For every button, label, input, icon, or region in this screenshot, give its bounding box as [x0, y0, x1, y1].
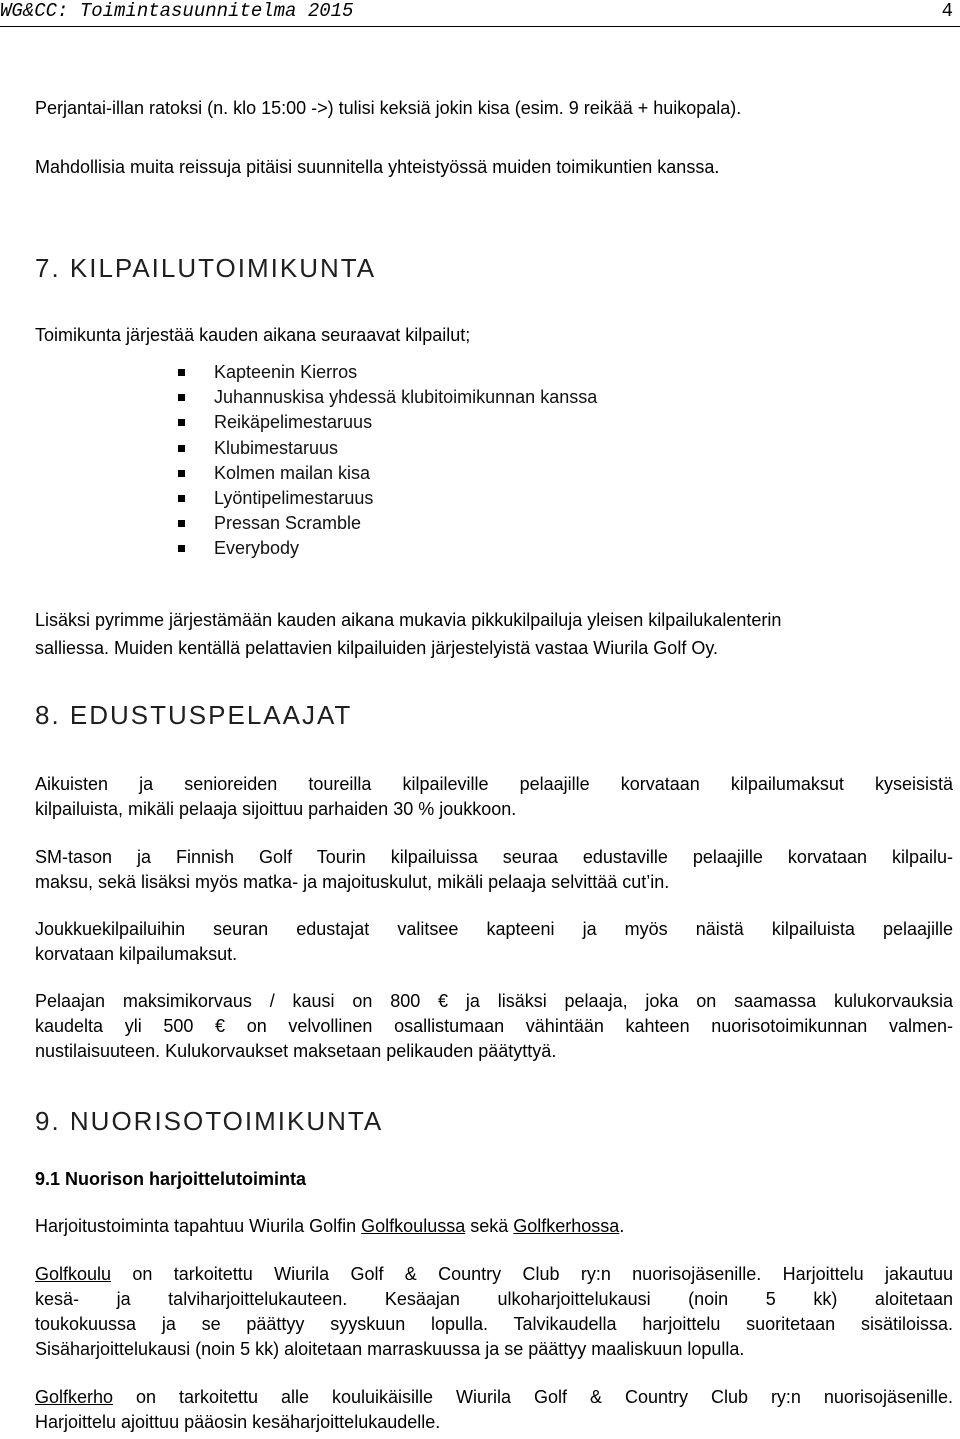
competition-list — [178, 360, 597, 562]
section-9-p2-line-3: toukokuussa ja se päättyy syyskuun lopulla. Talvikaudella harjoittelu suoritetaan sisätiloissa. — [35, 1314, 953, 1334]
section-9-p2-line-4: Sisäharjoittelukausi (noin 5 kk) aloitetaan marraskuussa ja se päättyy maaliskuun lopulla. — [35, 1339, 745, 1359]
section-9-p1: Harjoitustoiminta tapahtuu Wiurila Golfin Golfkoulussa sekä Golfkerhossa. — [35, 1216, 625, 1236]
section-7-closing-line-2: salliessa. Muiden kentällä pelattavien kilpailuiden järjestelyistä vastaa Wiurila Golf Oy. — [35, 638, 718, 658]
section-9-p2-line-2: kesä- ja talviharjoittelukauteen. Kesäajan ulkoharjoittelukausi (noin 5 kk) aloitetaan — [35, 1289, 953, 1309]
square-bullet-icon — [178, 520, 185, 527]
section-9-heading: 9. NUORISOTOIMIKUNTA — [35, 1106, 384, 1136]
square-bullet-icon — [178, 495, 185, 502]
list-item: Juhannuskisa yhdessä klubitoimikunnan kanssa — [178, 385, 597, 410]
section-8-p4-line-2: kaudelta yli 500 € on velvollinen osallistumaan vähintään kahteen nuorisotoimikunnan valmen- — [35, 1016, 953, 1036]
list-item: Kapteenin Kierros — [178, 360, 597, 385]
section-7-closing-line-1: Lisäksi pyrimme järjestämään kauden aikana mukavia pikkukilpailuja yleisen kilpailukalenterin — [35, 610, 782, 630]
square-bullet-icon — [178, 419, 185, 426]
section-8-p1-line-2: kilpailuista, mikäli pelaaja sijoittuu parhaiden 30 % joukkoon. — [35, 799, 517, 819]
section-9-1-heading: 9.1 Nuorison harjoittelutoiminta — [35, 1169, 307, 1189]
list-item: Klubimestaruus — [178, 436, 597, 461]
section-8-heading: 8. EDUSTUSPELAAJAT — [35, 700, 353, 730]
golfkerho-link[interactable]: Golfkerho — [35, 1387, 114, 1407]
list-item: Pressan Scramble — [178, 511, 597, 536]
intro-paragraph-1: Perjantai-illan ratoksi (n. klo 15:00 ->) tulisi keksiä jokin kisa (esim. 9 reikää + huikopala). — [35, 98, 742, 118]
list-item: Lyöntipelimestaruus — [178, 486, 597, 511]
section-7-lead: Toimikunta järjestää kauden aikana seuraavat kilpailut; — [35, 325, 471, 345]
section-8-p4-line-1: Pelaajan maksimikorvaus / kausi on 800 € ja lisäksi pelaaja, joka on saamassa kulukorvauksia — [35, 991, 953, 1011]
list-item: Reikäpelimestaruus — [178, 410, 597, 435]
page-number: 4 — [941, 0, 953, 22]
intro-paragraph-2: Mahdollisia muita reissuja pitäisi suunnitella yhteistyössä muiden toimikuntien kanssa. — [35, 157, 720, 177]
square-bullet-icon — [178, 445, 185, 452]
golfkoulu-link[interactable]: Golfkoulu — [35, 1264, 112, 1284]
section-8-p4-line-3: nustilaisuuteen. Kulukorvaukset maksetaan pelikauden päätyttyä. — [35, 1041, 557, 1061]
section-8-p3-line-2: korvataan kilpailumaksut. — [35, 944, 238, 964]
golfkoulussa-link[interactable]: Golfkoulussa — [361, 1216, 466, 1236]
page-header — [0, 0, 960, 27]
document-title: WG&CC: Toimintasuunnitelma 2015 — [0, 0, 354, 22]
square-bullet-icon — [178, 470, 185, 477]
section-8-p3-line-1: Joukkuekilpailuihin seuran edustajat valitsee kapteeni ja myös näistä kilpailuista pelaajille — [35, 919, 953, 939]
section-8-p2-line-1: SM-tason ja Finnish Golf Tourin kilpailuissa seuraa edustaville pelaajille korvataan kilpailu- — [35, 847, 953, 867]
section-9-p3-line-1: Golfkerho on tarkoitettu alle kouluikäisille Wiurila Golf & Country Club ry:n nuorisojäsenille. — [35, 1387, 953, 1407]
section-8-p2-line-2: maksu, sekä lisäksi myös matka- ja majoituskulut, mikäli pelaaja selvittää cut’in. — [35, 872, 670, 892]
section-7-heading: 7. KILPAILUTOIMIKUNTA — [35, 253, 377, 283]
square-bullet-icon — [178, 394, 185, 401]
section-8-p1-line-1: Aikuisten ja senioreiden toureilla kilpaileville pelaajille korvataan kilpailumaksut kyseisistä — [35, 774, 953, 794]
square-bullet-icon — [178, 369, 185, 376]
golfkerhossa-link[interactable]: Golfkerhossa — [513, 1216, 620, 1236]
list-item: Everybody — [178, 536, 597, 561]
square-bullet-icon — [178, 545, 185, 552]
section-9-p3-line-2: Harjoittelu ajoittuu pääosin kesäharjoittelukaudelle. — [35, 1412, 441, 1432]
section-9-p2-line-1: Golfkoulu on tarkoitettu Wiurila Golf & Country Club ry:n nuorisojäsenille. Harjoittelu jakautuu — [35, 1264, 953, 1284]
list-item: Kolmen mailan kisa — [178, 461, 597, 486]
